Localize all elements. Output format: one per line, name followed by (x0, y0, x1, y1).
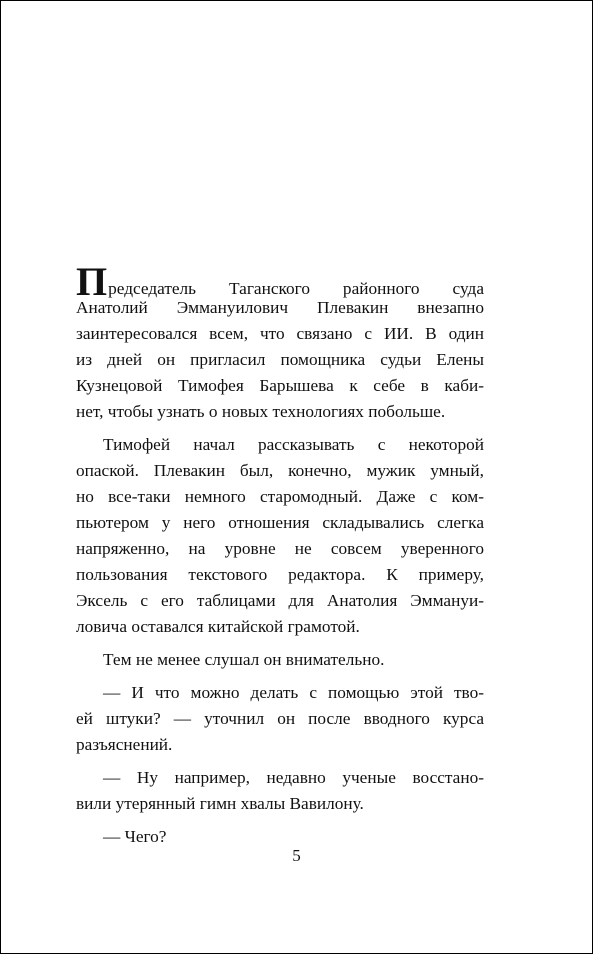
paragraph-1-line-5: Кузнецовой Тимофея Барышева к себе в каби- (76, 376, 484, 395)
paragraph-3-line-1: Тем не менее слушал он внимательно. (103, 650, 385, 669)
paragraph-gap (76, 758, 484, 765)
paragraph-5-line-2: вили утерянный гимн хвалы Вавилону. (76, 794, 364, 813)
paragraph-gap (76, 425, 484, 432)
paragraph-2-line-2: опаской. Плевакин был, конечно, мужик умный, (76, 461, 484, 480)
paragraph-2-line-6: пользования текстового редактора. К примеру, (76, 565, 484, 584)
paragraph-1-line-1 (76, 259, 484, 304)
paragraph-2-line-4: пьютером у него отношения складывались слегка (76, 513, 484, 532)
paragraph-1-line-6: нет, чтобы узнать о новых технологиях побольше. (76, 402, 446, 421)
paragraph-1-line-2: Анатолий Эммануилович Плевакин внезапно (76, 298, 484, 317)
paragraph-gap (76, 673, 484, 680)
drop-cap: П (76, 259, 108, 304)
paragraph-1-line-4: из дней он пригласил помощника судьи Елены (76, 350, 484, 369)
paragraph-1-line-3: заинтересовался всем, что связано с ИИ. В один (76, 324, 484, 343)
body-text (76, 259, 484, 850)
paragraph-5-line-1: — Ну например, недавно ученые восстано- (103, 768, 484, 787)
paragraph-1-line-1-text: редседатель Таганского районного суда (108, 279, 484, 298)
paragraph-4-line-1: — И что можно делать с помощью этой тво- (103, 683, 484, 702)
paragraph-2-line-7: Эксель с его таблицами для Анатолия Эммануи- (76, 591, 484, 610)
paragraph-gap (76, 640, 484, 647)
paragraph-2-line-8: ловича оставался китайской грамотой. (76, 617, 360, 636)
paragraph-2-line-3: но все-таки немного старомодный. Даже с ком- (76, 487, 484, 506)
paragraph-6-line-1: — Чего? (103, 827, 167, 846)
paragraph-2-line-1: Тимофей начал рассказывать с некоторой (103, 435, 484, 454)
paragraph-4-line-3: разъяснений. (76, 735, 173, 754)
paragraph-4-line-2: ей штуки? — уточнил он после вводного курса (76, 709, 484, 728)
paragraph-gap (76, 817, 484, 824)
page-number: 5 (292, 846, 301, 865)
paragraph-2-line-5: напряженно, на уровне не совсем уверенного (76, 539, 484, 558)
